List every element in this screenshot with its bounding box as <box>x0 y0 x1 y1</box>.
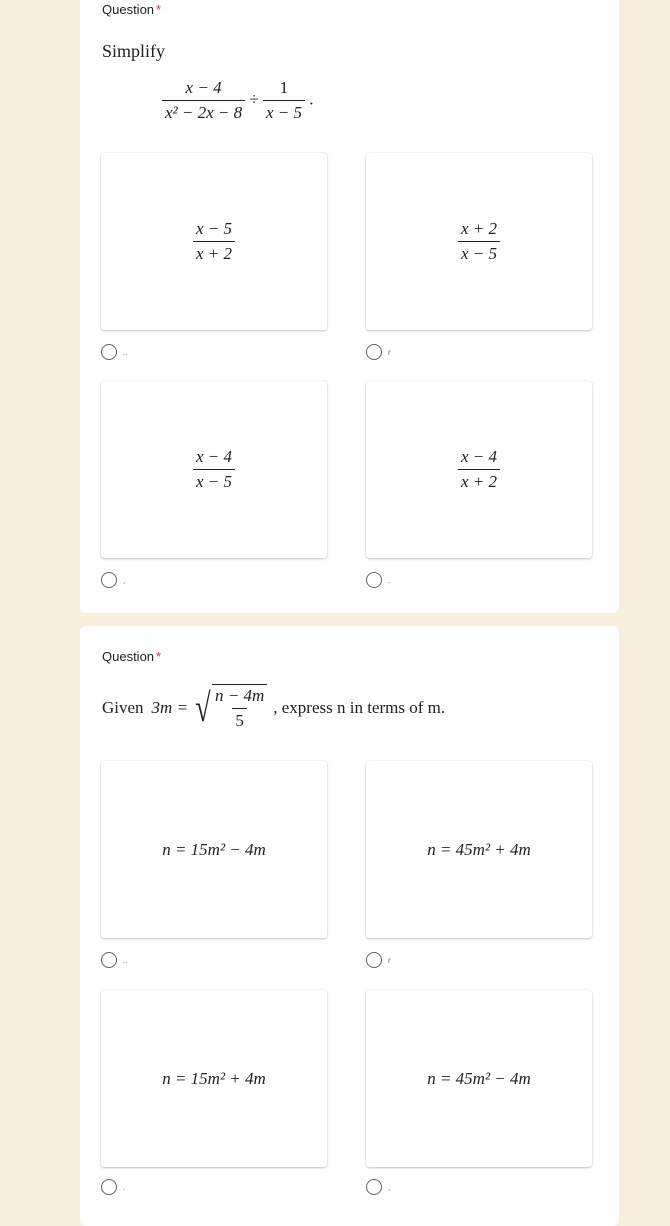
radicand-fraction <box>212 686 267 731</box>
option-radio-3[interactable] <box>101 572 125 588</box>
option-expression: n = 15m² − 4m <box>162 839 266 859</box>
radio-button[interactable] <box>101 1179 117 1195</box>
required-mark: * <box>156 649 162 664</box>
radio-label: , <box>388 1182 391 1192</box>
prompt-end: , express n in terms of m. <box>273 697 446 717</box>
radio-button[interactable] <box>101 344 117 360</box>
prompt-start: Given <box>102 697 144 717</box>
option-expression: n = 15m² + 4m <box>162 1068 266 1088</box>
question-card-1 <box>80 0 619 613</box>
question-title: Question <box>102 2 155 17</box>
left-numerator: x − 4 <box>185 78 222 97</box>
radio-button[interactable] <box>366 1179 382 1195</box>
radicand-numerator: n − 4m <box>215 686 265 705</box>
radio-label: .. <box>123 347 128 357</box>
option-denominator: x − 5 <box>458 241 500 264</box>
option-radio-2[interactable] <box>366 344 391 360</box>
option-radio-4[interactable] <box>366 1179 390 1195</box>
question-header <box>102 2 161 17</box>
radio-button[interactable] <box>101 952 117 968</box>
question-prompt: Simplify <box>102 41 166 61</box>
left-denominator: x² − 2x − 8 <box>162 100 245 123</box>
right-numerator: 1 <box>279 78 289 97</box>
question-title: Question <box>102 649 155 664</box>
option-image-3[interactable] <box>101 381 327 558</box>
expression-left-fraction <box>162 78 245 123</box>
option-image-1[interactable] <box>101 153 327 330</box>
square-root <box>192 684 267 731</box>
option-numerator: x − 4 <box>195 447 233 466</box>
radio-button[interactable] <box>366 952 382 968</box>
expression-right-fraction <box>263 78 305 123</box>
question-expression <box>162 78 314 123</box>
option-denominator: x − 5 <box>193 469 235 492</box>
option-radio-1[interactable] <box>101 952 127 968</box>
option-numerator: x − 4 <box>460 447 498 466</box>
option-numerator: x + 2 <box>460 219 498 238</box>
option-denominator: x + 2 <box>193 241 235 264</box>
radio-label: . <box>123 1182 126 1192</box>
option-expression: n = 45m² + 4m <box>427 839 531 859</box>
option-radio-3[interactable] <box>101 1179 125 1195</box>
question-prompt <box>102 684 445 731</box>
equation-lhs: 3m = <box>151 697 189 717</box>
radio-label: , <box>123 575 126 585</box>
expression-period: . <box>309 89 314 109</box>
radio-button[interactable] <box>366 344 382 360</box>
option-expression: n = 45m² − 4m <box>427 1068 531 1088</box>
question-header <box>102 649 161 664</box>
radio-label: r <box>388 347 391 357</box>
option-image-2[interactable] <box>366 153 592 330</box>
option-image-2[interactable] <box>366 761 592 938</box>
radical-sign: √ <box>195 684 211 730</box>
radio-button[interactable] <box>101 572 117 588</box>
radio-label: r <box>388 955 391 965</box>
radicand-denominator: 5 <box>232 708 247 731</box>
option-radio-4[interactable] <box>366 572 390 588</box>
option-image-3[interactable] <box>101 990 327 1167</box>
divide-operator: ÷ <box>249 89 259 109</box>
right-denominator: x − 5 <box>263 100 305 123</box>
option-radio-1[interactable] <box>101 344 127 360</box>
required-mark: * <box>156 2 162 17</box>
radio-label: . <box>388 575 391 585</box>
option-image-4[interactable] <box>366 381 592 558</box>
option-image-1[interactable] <box>101 761 327 938</box>
radicand <box>212 684 267 731</box>
option-numerator: x − 5 <box>195 219 233 238</box>
option-image-4[interactable] <box>366 990 592 1167</box>
question-card-2 <box>80 626 619 1226</box>
option-radio-2[interactable] <box>366 952 391 968</box>
radio-label: .. <box>123 955 128 965</box>
radio-button[interactable] <box>366 572 382 588</box>
option-denominator: x + 2 <box>458 469 500 492</box>
